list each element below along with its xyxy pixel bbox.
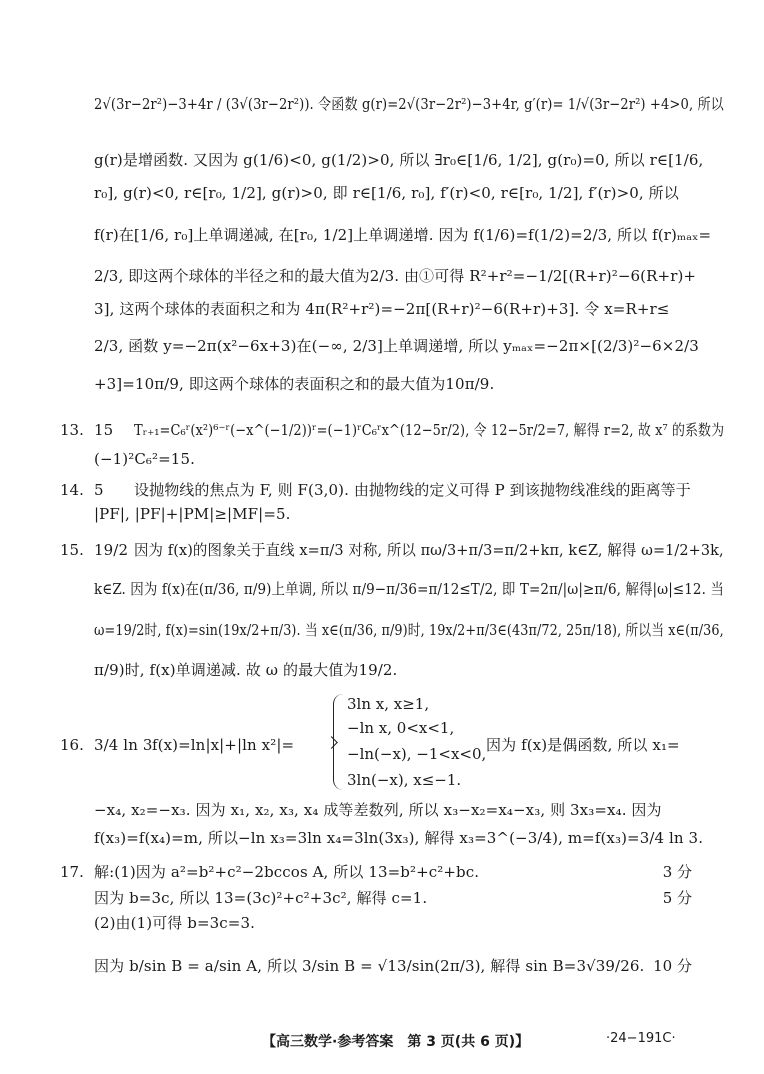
q12-line-3: r₀], g(r)<0, r∈[r₀, 1/2], g(r)>0, 即 r∈[1/6, r₀], f′(r)<0, r∈[r₀, 1/2], f′(r)>0, 所以 xyxy=(94,184,679,202)
q15-number: 15. xyxy=(60,541,84,559)
q16-answer: 3/4 ln 3 xyxy=(94,736,153,754)
q12-line-5: 2/3, 即这两个球体的半径之和的最大值为2/3. 由①可得 R²+r²=−1/2[(R+r)²−6(R+r)+ xyxy=(94,267,697,285)
piece-2: −ln x, 0<x<1, xyxy=(347,719,455,737)
q12-line-4: f(r)在[1/6, r₀]上单调递减, 在[r₀, 1/2]上单调递增. 因为 f(1/6)=f(1/2)=2/3, 所以 f(r)ₘₐₓ= xyxy=(94,226,712,244)
q17-score-2: 5 分 xyxy=(662,889,692,907)
q13-line-1: Tᵣ₊₁=C₆ʳ(x²)⁶⁻ʳ(−x^(−1/2))ʳ=(−1)ʳC₆ʳx^(12−5r/2), 令 12−5r/2=7, 解得 r=2, 故 x⁷ 的系数为 xyxy=(134,421,725,439)
piece-3: −ln(−x), −1<x<0, xyxy=(347,745,487,763)
q14-line-2: |PF|, |PF|+|PM|≥|MF|=5. xyxy=(94,505,291,523)
page-footer-code: ·24−191C· xyxy=(606,1031,676,1046)
q12-line-8: +3]=10π/9, 即这两个球体的表面积之和的最大值为10π/9. xyxy=(94,375,495,393)
q13-line-2: (−1)²C₆²=15. xyxy=(94,450,195,468)
q17-line-4: 因为 b/sin B = a/sin A, 所以 3/sin B = √13/sin(2π/3), 解得 sin B=3√39/26. xyxy=(94,957,645,975)
piece-4: 3ln(−x), x≤−1. xyxy=(347,771,462,789)
q12-line-6: 3], 这两个球体的表面积之和为 4π(R²+r²)=−2π[(R+r)²−6(R+r)+3]. 令 x=R+r≤ xyxy=(94,300,670,318)
q16-line-1-tail: 因为 f(x)是偶函数, 所以 x₁= xyxy=(486,736,680,754)
q15-line-3: ω=19/2时, f(x)=sin(19x/2+π/3). 当 x∈(π/36, π/9)时, 19x/2+π/3∈(43π/72, 25π/18), 所以当 x∈(π/36, xyxy=(94,621,724,639)
page-footer-title: 【高三数学·参考答案 第 3 页(共 6 页)】 xyxy=(262,1034,530,1050)
q14-number: 14. xyxy=(60,481,84,499)
q12-line-7: 2/3, 函数 y=−2π(x²−6x+3)在(−∞, 2/3]上单调递增, 所以 yₘₐₓ=−2π×[(2/3)²−6×2/3 xyxy=(94,337,699,355)
q16-number: 16. xyxy=(60,736,84,754)
q17-line-3: (2)由(1)可得 b=3c=3. xyxy=(94,914,255,932)
q15-line-1: 因为 f(x)的图象关于直线 x=π/3 对称, 所以 πω/3+π/3=π/2+kπ, k∈Z, 解得 ω=1/2+3k, xyxy=(134,541,724,559)
q17-number: 17. xyxy=(60,863,84,881)
q16-function-def: f(x)=ln|x|+|ln x²|= xyxy=(152,736,295,754)
q15-answer: 19/2 xyxy=(94,541,129,559)
q16-line-2: −x₄, x₂=−x₃. 因为 x₁, x₂, x₃, x₄ 成等差数列, 所以 x₃−x₂=x₄−x₃, 则 3x₃=x₄. 因为 xyxy=(94,801,662,819)
q14-line-1: 设抛物线的焦点为 F, 则 F(3,0). 由抛物线的定义可得 P 到该抛物线准线的距离等于 xyxy=(134,481,691,499)
q16-line-3: f(x₃)=f(x₄)=m, 所以−ln x₃=3ln x₄=3ln(3x₃), 解得 x₃=3^(−3/4), m=f(x₃)=3/4 ln 3. xyxy=(94,829,704,847)
q14-answer: 5 xyxy=(94,481,104,499)
q17-line-1: 解:(1)因为 a²=b²+c²−2bccos A, 所以 13=b²+c²+bc. xyxy=(94,863,480,881)
q17-score-1: 3 分 xyxy=(662,863,692,881)
piece-1: 3ln x, x≥1, xyxy=(347,695,430,713)
q12-line-2: g(r)是增函数. 又因为 g(1/6)<0, g(1/2)>0, 所以 ∃r₀∈[1/6, 1/2], g(r₀)=0, 所以 r∈[1/6, xyxy=(94,151,704,169)
q13-number: 13. xyxy=(60,421,84,439)
q12-line-1: 2√(3r−2r²)−3+4r / (3√(3r−2r²)). 令函数 g(r)=2√(3r−2r²)−3+4r, g′(r)= 1/√(3r−2r²) +4>0, 所以 xyxy=(94,95,724,113)
q13-answer: 15 xyxy=(94,421,114,439)
q17-score-3: 10 分 xyxy=(653,957,692,975)
q17-line-2: 因为 b=3c, 所以 13=(3c)²+c²+3c², 解得 c=1. xyxy=(94,889,428,907)
q15-line-2: k∈Z. 因为 f(x)在(π/36, π/9)上单调, 所以 π/9−π/36=π/12≤T/2, 即 T=2π/|ω|≥π/6, 解得|ω|≤12. 当 xyxy=(94,580,724,598)
q15-line-4: π/9)时, f(x)单调递减. 故 ω 的最大值为19/2. xyxy=(94,661,398,679)
